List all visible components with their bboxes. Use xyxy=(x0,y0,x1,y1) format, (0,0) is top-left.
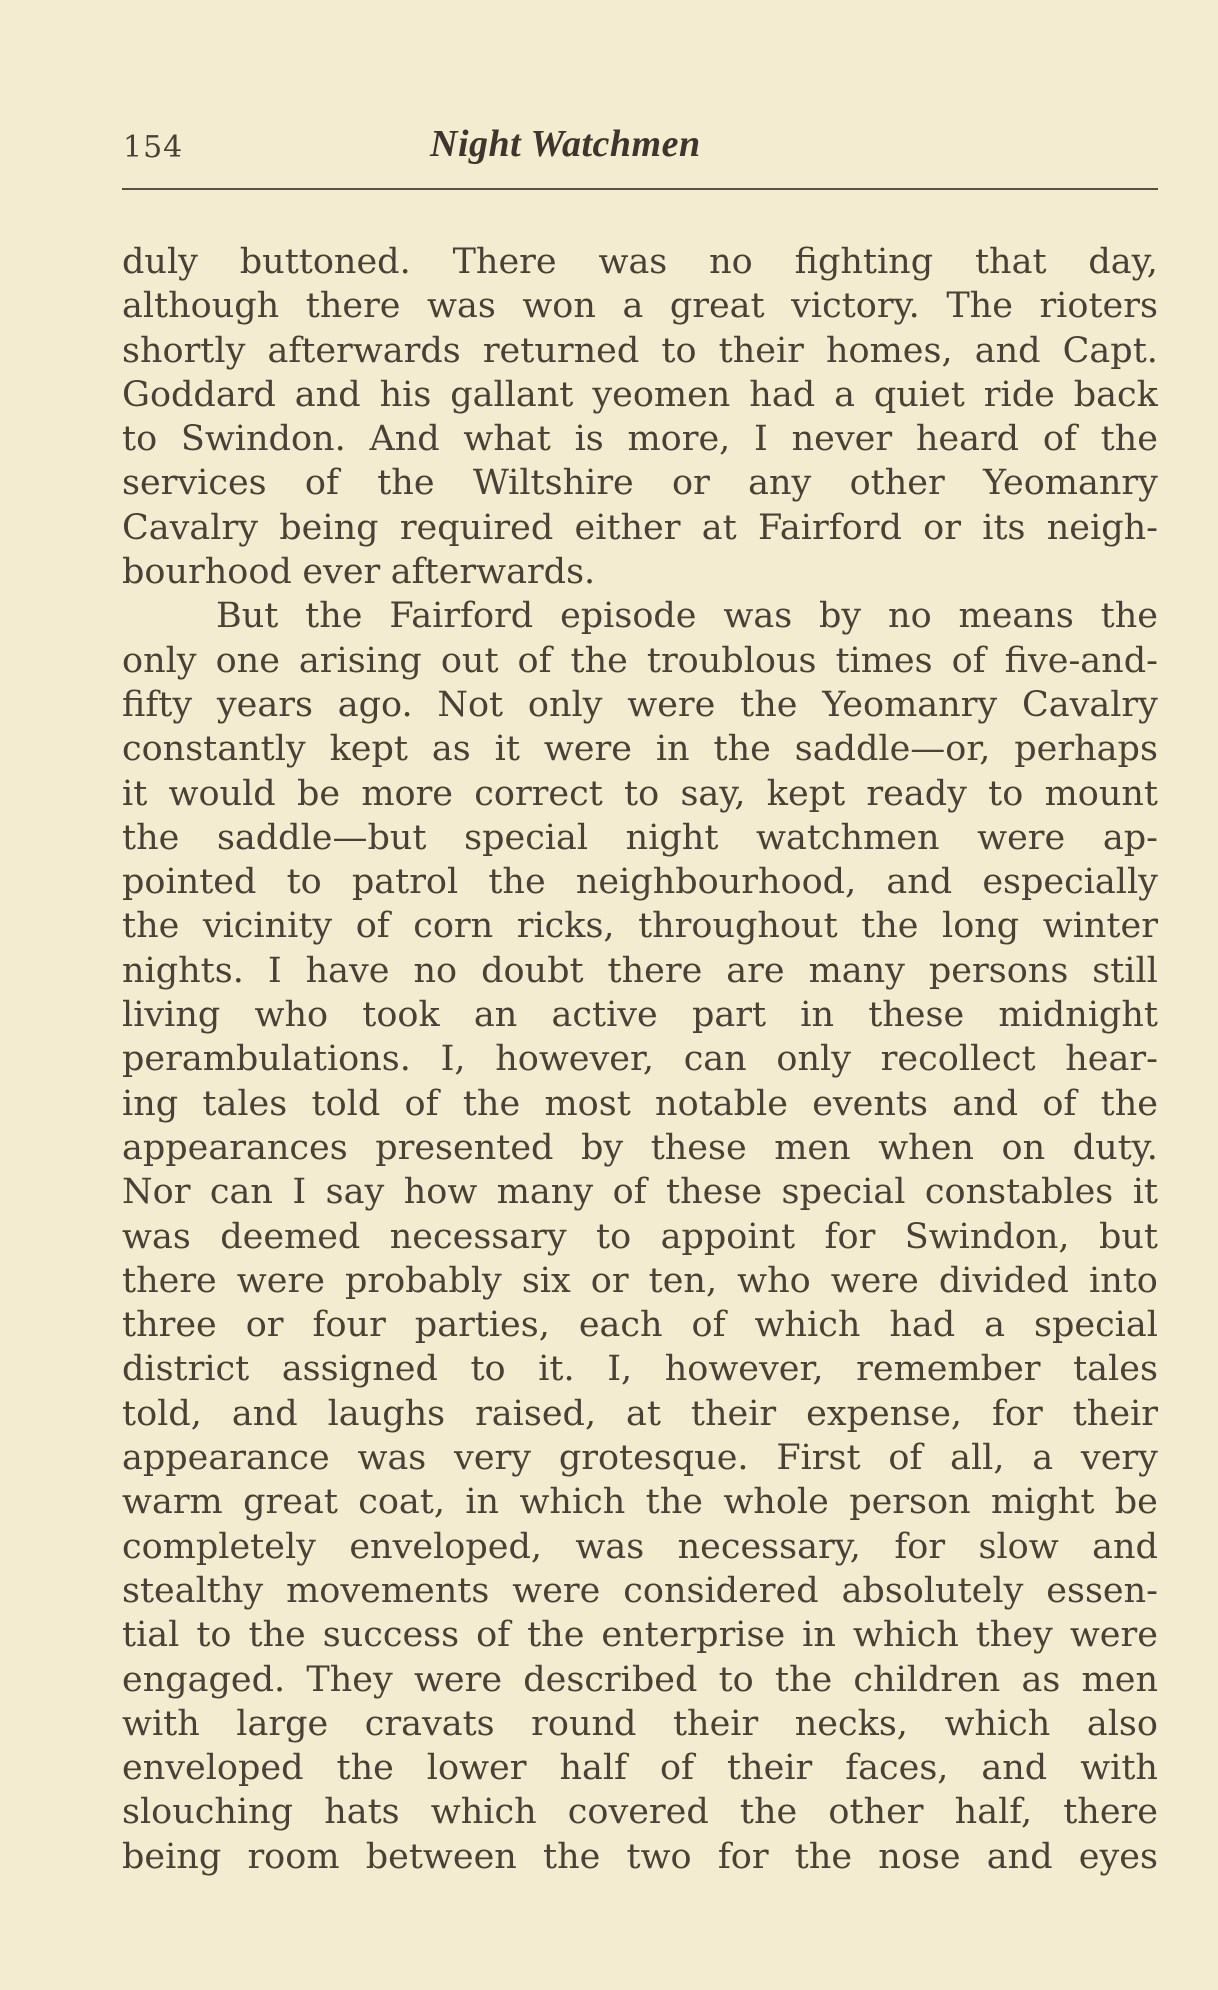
text-line: Nor can I say how many of these special constables it xyxy=(122,1172,1158,1213)
text-line: shortly afterwards returned to their homes, and Capt. xyxy=(122,330,1158,371)
text-line: slouching hats which covered the other half, there xyxy=(122,1792,1158,1833)
text-line: bourhood ever afterwards. xyxy=(122,552,596,593)
text-line: it would be more correct to say, kept ready to mount xyxy=(122,773,1158,814)
text-line: perambulations. I, however, can only recollect hear- xyxy=(122,1039,1158,1080)
text-line: district assigned to it. I, however, remember tales xyxy=(122,1349,1158,1390)
text-line: engaged. They were described to the children as men xyxy=(122,1659,1158,1700)
text-line: the vicinity of corn ricks, throughout the long winter xyxy=(122,906,1158,947)
text-line: appearance was very grotesque. First of all, a very xyxy=(122,1438,1158,1479)
text-line: to Swindon. And what is more, I never heard of the xyxy=(122,419,1158,460)
text-line: warm great coat, in which the whole person might be xyxy=(122,1482,1158,1523)
text-line: although there was won a great victory. The rioters xyxy=(122,286,1158,327)
text-line: with large cravats round their necks, which also xyxy=(122,1703,1158,1744)
text-line: told, and laughs raised, at their expense, for their xyxy=(122,1393,1158,1434)
text-line: Cavalry being required either at Fairford or its neigh- xyxy=(122,507,1158,548)
text-line: nights. I have no doubt there are many persons still xyxy=(122,950,1158,991)
text-line: Goddard and his gallant yeomen had a quiet ride back xyxy=(122,374,1158,415)
text-line: tial to the success of the enterprise in which they were xyxy=(122,1615,1158,1656)
text-line: ing tales told of the most notable events and of the xyxy=(122,1083,1158,1124)
text-line: But the Fairford episode was by no means the xyxy=(216,596,1158,637)
text-line: appearances presented by these men when on duty. xyxy=(122,1127,1158,1168)
text-line: being room between the two for the nose and eyes xyxy=(122,1836,1158,1877)
text-line: pointed to patrol the neighbourhood, and especially xyxy=(122,862,1158,903)
text-line: was deemed necessary to appoint for Swindon, but xyxy=(122,1216,1158,1257)
text-line: completely enveloped, was necessary, for slow and xyxy=(122,1526,1158,1567)
text-line: constantly kept as it were in the saddle—or, perhaps xyxy=(122,729,1158,770)
text-line: duly buttoned. There was no fighting that day, xyxy=(122,242,1158,282)
text-line: living who took an active part in these midnight xyxy=(122,995,1158,1036)
text-line: only one arising out of the troublous times of five-and- xyxy=(122,640,1158,681)
header-rule xyxy=(122,188,1158,190)
text-line: enveloped the lower half of their faces, and with xyxy=(122,1748,1158,1789)
text-line: stealthy movements were considered absolutely essen- xyxy=(122,1570,1158,1611)
text-line: services of the Wiltshire or any other Yeomanry xyxy=(122,463,1158,504)
body-text xyxy=(122,240,1158,1879)
text-line: fifty years ago. Not only were the Yeomanry Cavalry xyxy=(122,684,1158,725)
page-number: 154 xyxy=(123,130,184,165)
running-head: Night Watchmen xyxy=(430,123,701,165)
text-line: the saddle—but special night watchmen were ap- xyxy=(122,817,1158,858)
text-line: there were probably six or ten, who were divided into xyxy=(122,1260,1158,1301)
text-line: three or four parties, each of which had a special xyxy=(122,1305,1158,1346)
